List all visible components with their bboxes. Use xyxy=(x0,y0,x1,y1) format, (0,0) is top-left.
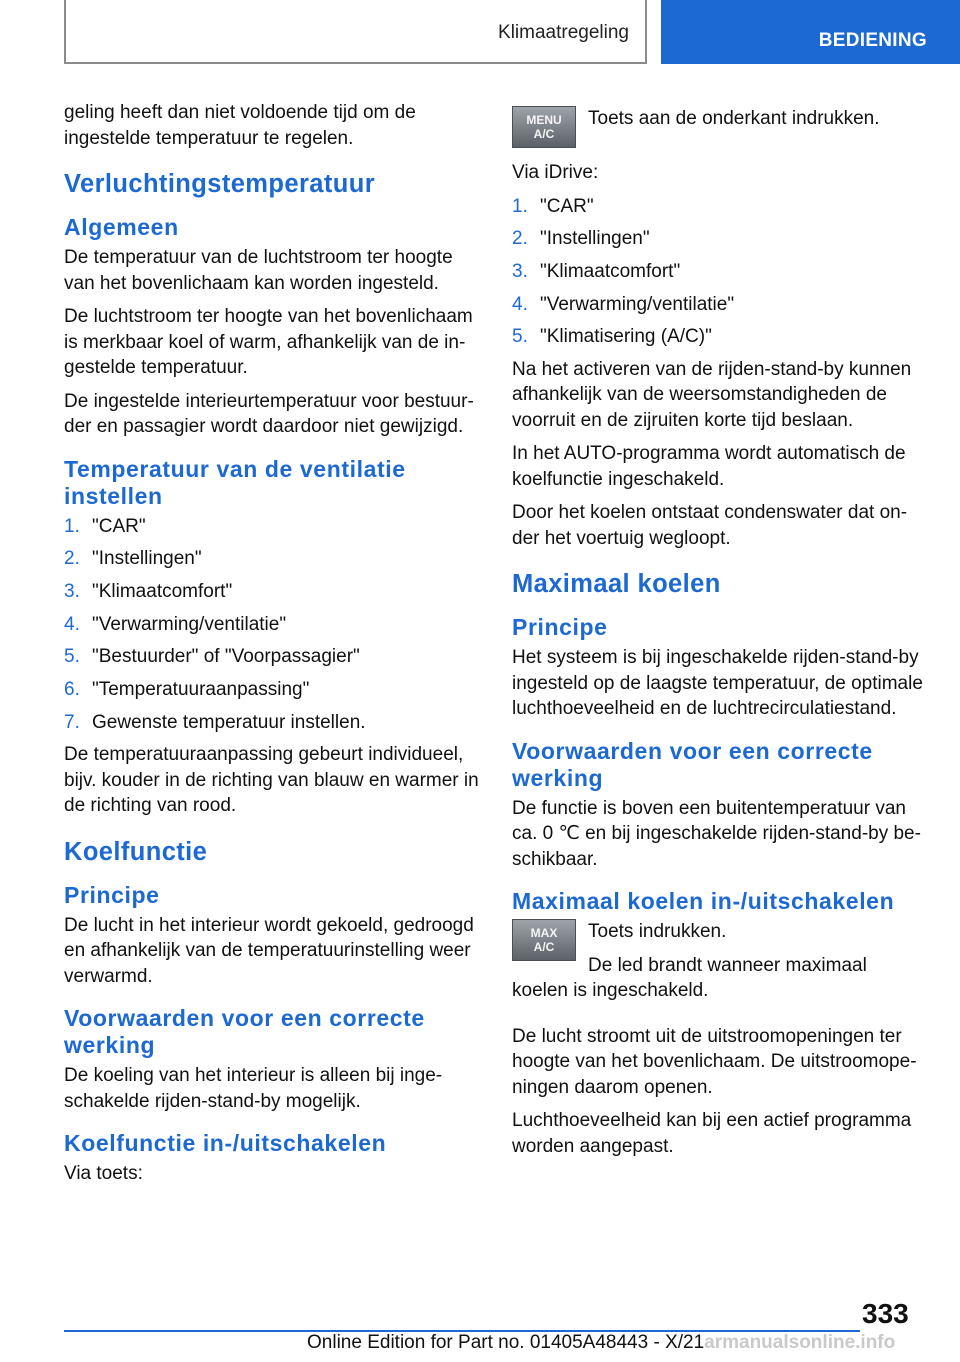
paragraph: De luchtstroom ter hoogte van het bovenlichaam is merkbaar koel of warm, afhankelijk van de in‐gestelde temperatuur. xyxy=(64,306,473,378)
section-title: Klimaatregeling xyxy=(498,22,629,43)
paragraph: Na het activeren van de rijden-stand-by kunnen afhankelijk van de weersomstandigheden de voorruit en de zijruiten korte tijd beslaan. xyxy=(512,358,912,431)
list-item xyxy=(64,579,480,605)
step-number: 1. xyxy=(512,195,528,217)
list-item xyxy=(64,710,480,736)
left-column xyxy=(64,100,480,1195)
step-text: Gewenste temperatuur instellen. xyxy=(92,711,366,733)
step-text: "Klimaatcomfort" xyxy=(92,580,233,602)
list-item xyxy=(512,292,928,318)
paragraph: De led brandt wanneer maximaal koelen is ingeschakeld. xyxy=(512,954,867,1002)
chapter-title: BEDIENING xyxy=(818,30,927,51)
list-item xyxy=(64,514,480,540)
step-text: "Instellingen" xyxy=(540,228,650,250)
paragraph: Door het koelen ontstaat condenswater dat on‐der het voertuig wegloopt. xyxy=(512,502,908,549)
button-label-line: A/C xyxy=(533,940,555,955)
paragraph: In het AUTO-programma wordt automatisch de koelfunctie ingeschakeld. xyxy=(512,443,906,490)
button-label-line: MENU xyxy=(526,113,562,127)
step-number: 5. xyxy=(64,646,80,668)
list-item xyxy=(64,612,480,638)
header-section-box xyxy=(64,0,647,64)
step-number: 2. xyxy=(512,228,528,250)
step-text: "Klimatisering (A/C)" xyxy=(540,326,712,348)
step-number: 6. xyxy=(64,678,80,700)
step-text: "Verwarming/ventilatie" xyxy=(92,613,287,635)
step-number: 7. xyxy=(64,711,80,733)
paragraph: De functie is boven een buitentemperatuur van ca. 0 ℃ en bij ingeschakelde rijden-stand-by be‐schikbaar. xyxy=(512,797,921,870)
list-item xyxy=(512,226,928,252)
step-text: "CAR" xyxy=(540,195,594,217)
step-text: "Klimaatcomfort" xyxy=(540,260,681,282)
max-ac-button-icon xyxy=(512,919,576,961)
button-label-line: A/C xyxy=(533,127,555,141)
paragraph: De lucht stroomt uit de uitstroomopeningen ter hoogte van het bovenlichaam. De uitstroomope‐ningen daarom openen. xyxy=(512,1025,917,1098)
step-number: 5. xyxy=(512,326,528,348)
paragraph: De temperatuuraanpassing gebeurt individueel, bijv. kouder in de richting van blauw en warmer in de richting van rood. xyxy=(64,744,479,817)
footer-edition-line xyxy=(307,1332,895,1354)
step-text: "Instellingen" xyxy=(92,548,202,570)
heading-principe: Principe xyxy=(64,881,160,908)
paragraph: Via iDrive: xyxy=(512,162,599,183)
list-item xyxy=(64,644,480,670)
button-label-line: MAX xyxy=(530,926,558,941)
heading-maximaal-koelen-inuit: Maximaal koelen in-/uitschakelen xyxy=(512,888,895,915)
step-text: "Temperatuuraanpassing" xyxy=(92,678,310,700)
paragraph: Toets aan de onderkant indrukken. xyxy=(588,108,880,129)
steps-list-idrive xyxy=(512,194,928,350)
paragraph: De koeling van het interieur is alleen bij inge‐schakelde rijden-stand-by mogelijk. xyxy=(64,1065,443,1112)
steps-list-ventilatie xyxy=(64,514,480,736)
heading-koelfunctie-inuit: Koelfunctie in-/uitschakelen xyxy=(64,1130,387,1157)
step-text: "Bestuurder" of "Voorpassagier" xyxy=(92,646,360,668)
step-number: 3. xyxy=(512,260,528,282)
step-number: 4. xyxy=(512,293,528,315)
right-column xyxy=(512,106,928,1167)
paragraph: De temperatuur van de luchtstroom ter hoogte van het bovenlichaam kan worden ingesteld. xyxy=(64,247,453,294)
heading-voorwaarden: Voorwaarden voor een correcte werking xyxy=(64,1005,425,1059)
intro-paragraph: geling heeft dan niet voldoende tijd om de ingestelde temperatuur te regelen. xyxy=(64,102,416,149)
header-chapter-tab xyxy=(661,0,960,64)
heading-maximaal-koelen: Maximaal koelen xyxy=(512,570,721,599)
step-text: "CAR" xyxy=(92,515,146,537)
paragraph: De ingestelde interieurtemperatuur voor bestuur‐der en passagier wordt daardoor niet gewijzigd. xyxy=(64,390,474,437)
heading-voorwaarden: Voorwaarden voor een correcte werking xyxy=(512,737,873,791)
heading-koelfunctie: Koelfunctie xyxy=(64,837,208,866)
list-item xyxy=(64,677,480,703)
list-item xyxy=(64,546,480,572)
page-number: 333 xyxy=(862,1298,909,1329)
edition-text: Online Edition for Part no. 01405A48443 - X/21 xyxy=(307,1332,705,1353)
heading-principe: Principe xyxy=(512,614,608,641)
paragraph: Luchthoeveelheid kan bij een actief programma worden aangepast. xyxy=(512,1110,912,1157)
heading-algemeen: Algemeen xyxy=(64,214,179,240)
step-number: 3. xyxy=(64,580,80,602)
heading-verluchtingstemperatuur: Verluchtingstemperatuur xyxy=(64,170,376,198)
step-number: 1. xyxy=(64,515,80,537)
list-item xyxy=(512,259,928,285)
step-number: 4. xyxy=(64,613,80,635)
heading-temperatuur-ventilatie: Temperatuur van de ventilatie instellen xyxy=(64,455,406,509)
paragraph: Via toets: xyxy=(64,1163,143,1185)
list-item xyxy=(512,324,928,350)
paragraph: Toets indrukken. xyxy=(588,921,727,943)
step-number: 2. xyxy=(64,548,80,570)
menu-ac-button-icon xyxy=(512,106,576,148)
list-item xyxy=(512,194,928,220)
step-text: "Verwarming/ventilatie" xyxy=(540,293,735,315)
paragraph: De lucht in het interieur wordt gekoeld, gedroogd en afhankelijk van de temperatuurinstelling weer verwarmd. xyxy=(64,914,474,987)
paragraph: Het systeem is bij ingeschakelde rijden-stand-by ingesteld op de laagste temperatuur, de optimale luchthoeveelheid en de luchtrecirculatiestand. xyxy=(512,647,923,720)
watermark: armanualsonline.info xyxy=(704,1332,896,1353)
